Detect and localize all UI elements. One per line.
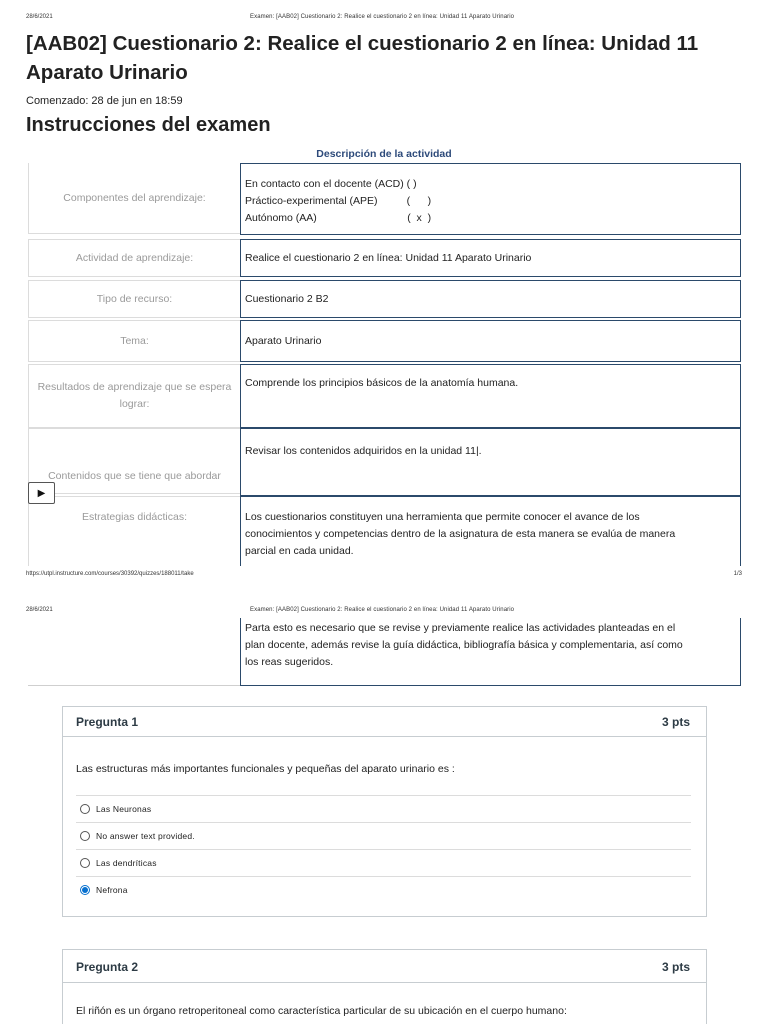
quiz-title: [AAB02] Cuestionario 2: Realice el cuestionario 2 en línea: Unidad 11 Aparato Urinario bbox=[26, 32, 699, 84]
row-value bbox=[240, 320, 741, 362]
row-value bbox=[240, 163, 741, 235]
value-line: Cuestionario 2 B2 bbox=[245, 292, 329, 305]
value-line: Aparato Urinario bbox=[245, 334, 322, 347]
answer-option[interactable] bbox=[76, 822, 691, 849]
row-label: Contenidos que se tiene que abordar bbox=[28, 428, 240, 494]
question-text: Las estructuras más importantes funcionales y pequeñas del aparato urinario es : bbox=[76, 763, 455, 775]
answer-option[interactable] bbox=[76, 795, 691, 822]
value-line: Comprende los principios básicos de la anatomía humana. bbox=[245, 377, 519, 389]
page-header bbox=[0, 14, 768, 30]
radio-button[interactable] bbox=[80, 858, 90, 868]
instructions-heading: Instrucciones del examen bbox=[26, 114, 271, 136]
answer-option[interactable] bbox=[76, 849, 691, 876]
question-card bbox=[62, 949, 707, 1024]
answer-label: Las Neuronas bbox=[96, 804, 152, 814]
value-line: plan docente, además revise la guía didáctica, bibliografía básica y complementaria, así como bbox=[245, 639, 683, 651]
value-line: Realice el cuestionario 2 en línea: Unidad 11 Aparato Urinario bbox=[245, 251, 532, 264]
table-row bbox=[28, 428, 741, 494]
divider bbox=[28, 685, 240, 686]
row-value bbox=[240, 428, 741, 496]
header-date: 28/6/2021 bbox=[26, 14, 53, 20]
row-label: Actividad de aprendizaje: bbox=[28, 239, 240, 277]
value-line: Revisar los contenidos adquiridos en la unidad 11|. bbox=[245, 445, 482, 457]
row-value bbox=[240, 280, 741, 318]
answer-label: Nefrona bbox=[96, 885, 128, 895]
radio-button[interactable] bbox=[80, 831, 90, 841]
answer-label: Las dendríticas bbox=[96, 858, 157, 868]
question-header bbox=[63, 950, 706, 983]
footer-url: https://utpl.instructure.com/courses/30392/quizzes/188011/take bbox=[26, 571, 194, 577]
table-row bbox=[28, 320, 741, 362]
question-points: 3 pts bbox=[661, 960, 690, 974]
header-title: Examen: [AAB02] Cuestionario 2: Realice el cuestionario 2 en línea: Unidad 11 Aparato Urinario bbox=[250, 607, 515, 613]
row-value bbox=[240, 239, 741, 277]
row-value bbox=[240, 364, 741, 428]
row-label: Tipo de recurso: bbox=[28, 280, 240, 318]
header-date: 28/6/2021 bbox=[26, 607, 53, 613]
header-title: Examen: [AAB02] Cuestionario 2: Realice el cuestionario 2 en línea: Unidad 11 Aparato Urinario bbox=[250, 14, 515, 20]
play-button[interactable] bbox=[28, 482, 55, 504]
table-row bbox=[28, 239, 741, 277]
answer-label: No answer text provided. bbox=[96, 831, 195, 841]
answer-option[interactable] bbox=[76, 876, 691, 903]
started-info: Comenzado: 28 de jun en 18:59 bbox=[26, 95, 183, 107]
value-line: Autónomo (AA) ( x ) bbox=[245, 212, 432, 224]
table-row bbox=[28, 496, 741, 566]
activity-description-title: Descripción de la actividad bbox=[316, 148, 452, 160]
value-line: Los cuestionarios constituyen una herramienta que permite conocer el avance de los bbox=[245, 511, 640, 523]
footer-page-number: 1/3 bbox=[733, 571, 742, 577]
question-name: Pregunta 1 bbox=[76, 715, 139, 729]
value-line: conocimientos y competencias dentro de la asignatura de esta manera se evalúa de manera bbox=[245, 528, 676, 540]
table-row bbox=[28, 163, 741, 234]
value-line: parcial en cada unidad. bbox=[245, 545, 354, 557]
strategies-continuation bbox=[240, 618, 741, 686]
row-label: Tema: bbox=[28, 320, 240, 362]
question-text: El riñón es un órgano retroperitoneal como característica particular de su ubicación en el cuerpo humano: bbox=[76, 1005, 567, 1017]
question-name: Pregunta 2 bbox=[76, 960, 139, 974]
row-label: Componentes del aprendizaje: bbox=[28, 163, 240, 234]
row-value bbox=[240, 496, 741, 566]
value-line: los reas sugeridos. bbox=[245, 656, 334, 668]
play-icon: ▶ bbox=[37, 487, 46, 499]
question-header bbox=[63, 707, 706, 737]
table-row bbox=[28, 280, 741, 318]
row-label: Estrategias didácticas: bbox=[28, 496, 240, 566]
table-row bbox=[28, 364, 741, 428]
value-line: En contacto con el docente (ACD) ( ) bbox=[245, 178, 417, 190]
question-points: 3 pts bbox=[661, 715, 690, 729]
value-line: Práctico-experimental (APE) ( ) bbox=[245, 195, 432, 207]
question-card bbox=[62, 706, 707, 917]
row-label: Resultados de aprendizaje que se espera lograr: bbox=[28, 364, 240, 428]
radio-button[interactable] bbox=[80, 804, 90, 814]
value-line: Parta esto es necesario que se revise y previamente realice las actividades planteadas en el bbox=[245, 622, 676, 634]
radio-button-selected[interactable] bbox=[80, 885, 90, 895]
